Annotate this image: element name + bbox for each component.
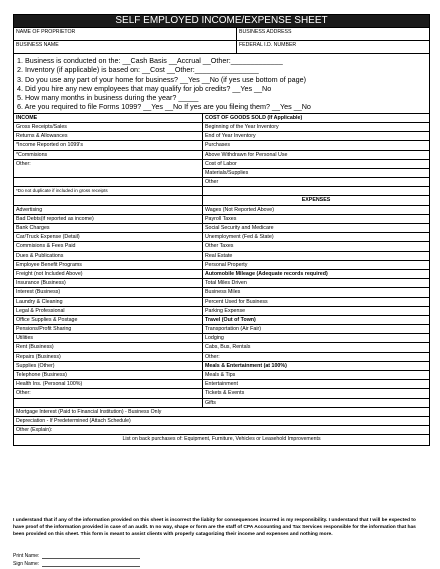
expense-right-row[interactable]: Wages (Not Reported Above) xyxy=(203,206,429,215)
income-row[interactable]: *Commisions xyxy=(14,151,202,160)
income-row[interactable]: Gross Receipts/Sales xyxy=(14,123,202,132)
cogs-row[interactable]: Above Withdrawn for Personal Use xyxy=(203,151,429,160)
income-row[interactable]: Returns & Allowances xyxy=(14,132,202,141)
question-3[interactable]: 3. Do you use any part of your home for business? __Yes __No (if yes use bottom of page) xyxy=(17,74,306,84)
expense-right-row[interactable]: Gifts xyxy=(203,399,429,408)
expense-left-row[interactable]: Health Ins. (Personal 100%) xyxy=(14,380,202,389)
income-column xyxy=(14,114,203,206)
cogs-row[interactable]: Other xyxy=(203,178,429,187)
other-explain-row[interactable]: Other (Explain): xyxy=(14,426,429,435)
proprietor-field[interactable]: NAME OF PROPRIETOR xyxy=(14,28,237,40)
income-row[interactable] xyxy=(14,178,202,187)
disclaimer-text: I understand that if any of the information provided on this sheet is incorrect the liabity for consequences incurred is my responsibility. I understand that I will be expected to have proof of the information provided in case of an audit. In no way, shape or form are the staff of CPA Accounting and Tax Services responsible for the information that has been provided on this sheet. This form is meant to assist clients with properly catagorizing their income and expenses and nothing more. xyxy=(13,518,416,537)
expense-left-row[interactable]: Dues & Publications xyxy=(14,252,202,261)
expense-right-row[interactable]: Automobile Mileage (Adequate records required) xyxy=(203,270,429,279)
expense-right-row[interactable]: Meals & Entertainment (at 100%) xyxy=(203,362,429,371)
income-row[interactable] xyxy=(14,196,202,205)
expense-right-row[interactable]: Unemployment (Fed & State) xyxy=(203,233,429,242)
expense-right-row[interactable]: Other Taxes xyxy=(203,242,429,251)
mortgage-interest-row[interactable]: Mortgage Interest (Paid to Financial Institution) - Business Only xyxy=(14,408,429,417)
income-header: INCOME xyxy=(14,114,202,123)
expense-right-row[interactable]: Parking Expense xyxy=(203,307,429,316)
expense-left-row[interactable]: Bad Debts(if reported as income) xyxy=(14,215,202,224)
expense-left-row[interactable]: Utilities xyxy=(14,334,202,343)
expense-left-row[interactable]: Telephone (Business) xyxy=(14,371,202,380)
print-name-label: Print Name: xyxy=(13,553,40,559)
question-6[interactable]: 6. Are you required to file Forms 1099? __Yes __No If yes are you fileing them? __Yes __No xyxy=(17,102,311,112)
question-4[interactable]: 4. Did you hire any new employees that may qualify for job credits? __Yes __No xyxy=(17,83,272,93)
sign-name-input[interactable] xyxy=(42,561,140,567)
expense-left-row[interactable]: Interest (Business) xyxy=(14,288,202,297)
expense-right-row[interactable]: Percent Used for Business xyxy=(203,298,429,307)
expense-left-row[interactable]: Employee Benefit Programs xyxy=(14,261,202,270)
expenses-section xyxy=(14,206,429,408)
purchases-note: List on back purchases of: Equipment, Furniture, Vehicles or Leasehold Improvements xyxy=(122,436,321,443)
expense-left-row[interactable]: Repairs (Business) xyxy=(14,353,202,362)
expense-right-row[interactable]: Entertainment xyxy=(203,380,429,389)
expense-left-row[interactable] xyxy=(14,399,202,408)
cogs-row[interactable]: End of Year Inventory xyxy=(203,132,429,141)
expenses-header: EXPENSES xyxy=(203,196,429,205)
expense-left-row[interactable]: Freight (not Included Above) xyxy=(14,270,202,279)
expense-right-row[interactable]: Real Estate xyxy=(203,252,429,261)
expense-right-row[interactable]: Social Security and Medicare xyxy=(203,224,429,233)
income-row[interactable]: Other: xyxy=(14,160,202,178)
expense-left-row[interactable]: Laundry & Cleaning xyxy=(14,298,202,307)
expense-left-row[interactable]: Pensions/Profit Sharing xyxy=(14,325,202,334)
expense-left-row[interactable]: Office Supplies & Postage xyxy=(14,316,202,325)
cogs-row[interactable]: Materials/Supplies xyxy=(203,169,429,178)
income-row[interactable]: *Income Reported on 1099's xyxy=(14,141,202,150)
cogs-row[interactable] xyxy=(203,187,429,196)
expense-right-row[interactable]: Lodging xyxy=(203,334,429,343)
expense-right-row[interactable]: Personal Property xyxy=(203,261,429,270)
expense-left-row[interactable]: Rent (Business) xyxy=(14,343,202,352)
income-note: *Do not duplicate if included in gross receipts xyxy=(14,187,202,196)
expense-right-row[interactable]: Travel (Out of Town) xyxy=(203,316,429,325)
sheet-title: SELF EMPLOYED INCOME/EXPENSE SHEET xyxy=(14,15,429,27)
cogs-header: COST OF GOODS SOLD (If Applicable) xyxy=(203,114,429,123)
expense-right-row[interactable]: Cabs, Bus, Rentals xyxy=(203,343,429,352)
question-1[interactable]: 1. Business is conducted on the: __Cash Basis __Accrual __Other:_____________ xyxy=(17,56,283,65)
business-address-field[interactable]: BUSINESS ADDRESS xyxy=(239,29,292,35)
expense-right-row[interactable]: Total Miles Driven xyxy=(203,279,429,288)
depreciation-row[interactable]: Depreciation - If Predetermined (Attach Schedule) xyxy=(14,417,429,426)
question-2[interactable]: 2. Inventory (if applicable) is based on: __Cost __Other:________________ xyxy=(17,65,259,75)
sign-name-line[interactable] xyxy=(13,561,140,567)
expense-left-row[interactable]: Advertising xyxy=(14,206,202,215)
expense-right-row[interactable]: Payroll Taxes xyxy=(203,215,429,224)
expense-right-row[interactable]: Other: xyxy=(203,353,429,362)
business-name-field[interactable]: BUSINESS NAME xyxy=(14,41,237,53)
expense-left-row[interactable]: Car/Truck Expense (Detail) xyxy=(14,233,202,242)
question-5[interactable]: 5. How many months in business during the year? _____ xyxy=(17,93,199,103)
expenses-left-column xyxy=(14,206,203,408)
expense-left-row[interactable]: Commisions & Fees Paid xyxy=(14,242,202,251)
expense-left-row[interactable]: Legal & Professional xyxy=(14,307,202,316)
expense-right-row[interactable]: Transportation (Air Fair) xyxy=(203,325,429,334)
sign-name-label: Sign Name: xyxy=(13,561,40,567)
expenses-right-column xyxy=(203,206,429,408)
expense-left-row[interactable]: Insurance (Business) xyxy=(14,279,202,288)
cogs-row[interactable]: Purchases xyxy=(203,141,429,150)
expense-left-row[interactable]: Supplies (Other) xyxy=(14,362,202,371)
expense-right-row[interactable]: Business Miles xyxy=(203,288,429,297)
expense-left-row[interactable]: Bank Charges xyxy=(14,224,202,233)
expense-right-row[interactable]: Tickets & Events xyxy=(203,389,429,398)
questions-block xyxy=(14,53,429,113)
cogs-column xyxy=(203,114,429,206)
print-name-input[interactable] xyxy=(42,553,140,559)
header-row-2 xyxy=(14,40,429,53)
cogs-row[interactable]: Beginning of the Year Inventory xyxy=(203,123,429,132)
expense-right-row[interactable]: Meals & Tips xyxy=(203,371,429,380)
expense-left-row[interactable]: Other: xyxy=(14,389,202,398)
print-name-line[interactable] xyxy=(13,553,140,559)
income-expense-sheet xyxy=(13,14,430,446)
federal-id-field[interactable]: FEDERAL I.D. NUMBER xyxy=(239,42,297,48)
income-cogs-section xyxy=(14,113,429,206)
bottom-rows xyxy=(14,408,429,445)
cogs-row[interactable]: Cost of Labor xyxy=(203,160,429,169)
header-row-1 xyxy=(14,27,429,40)
